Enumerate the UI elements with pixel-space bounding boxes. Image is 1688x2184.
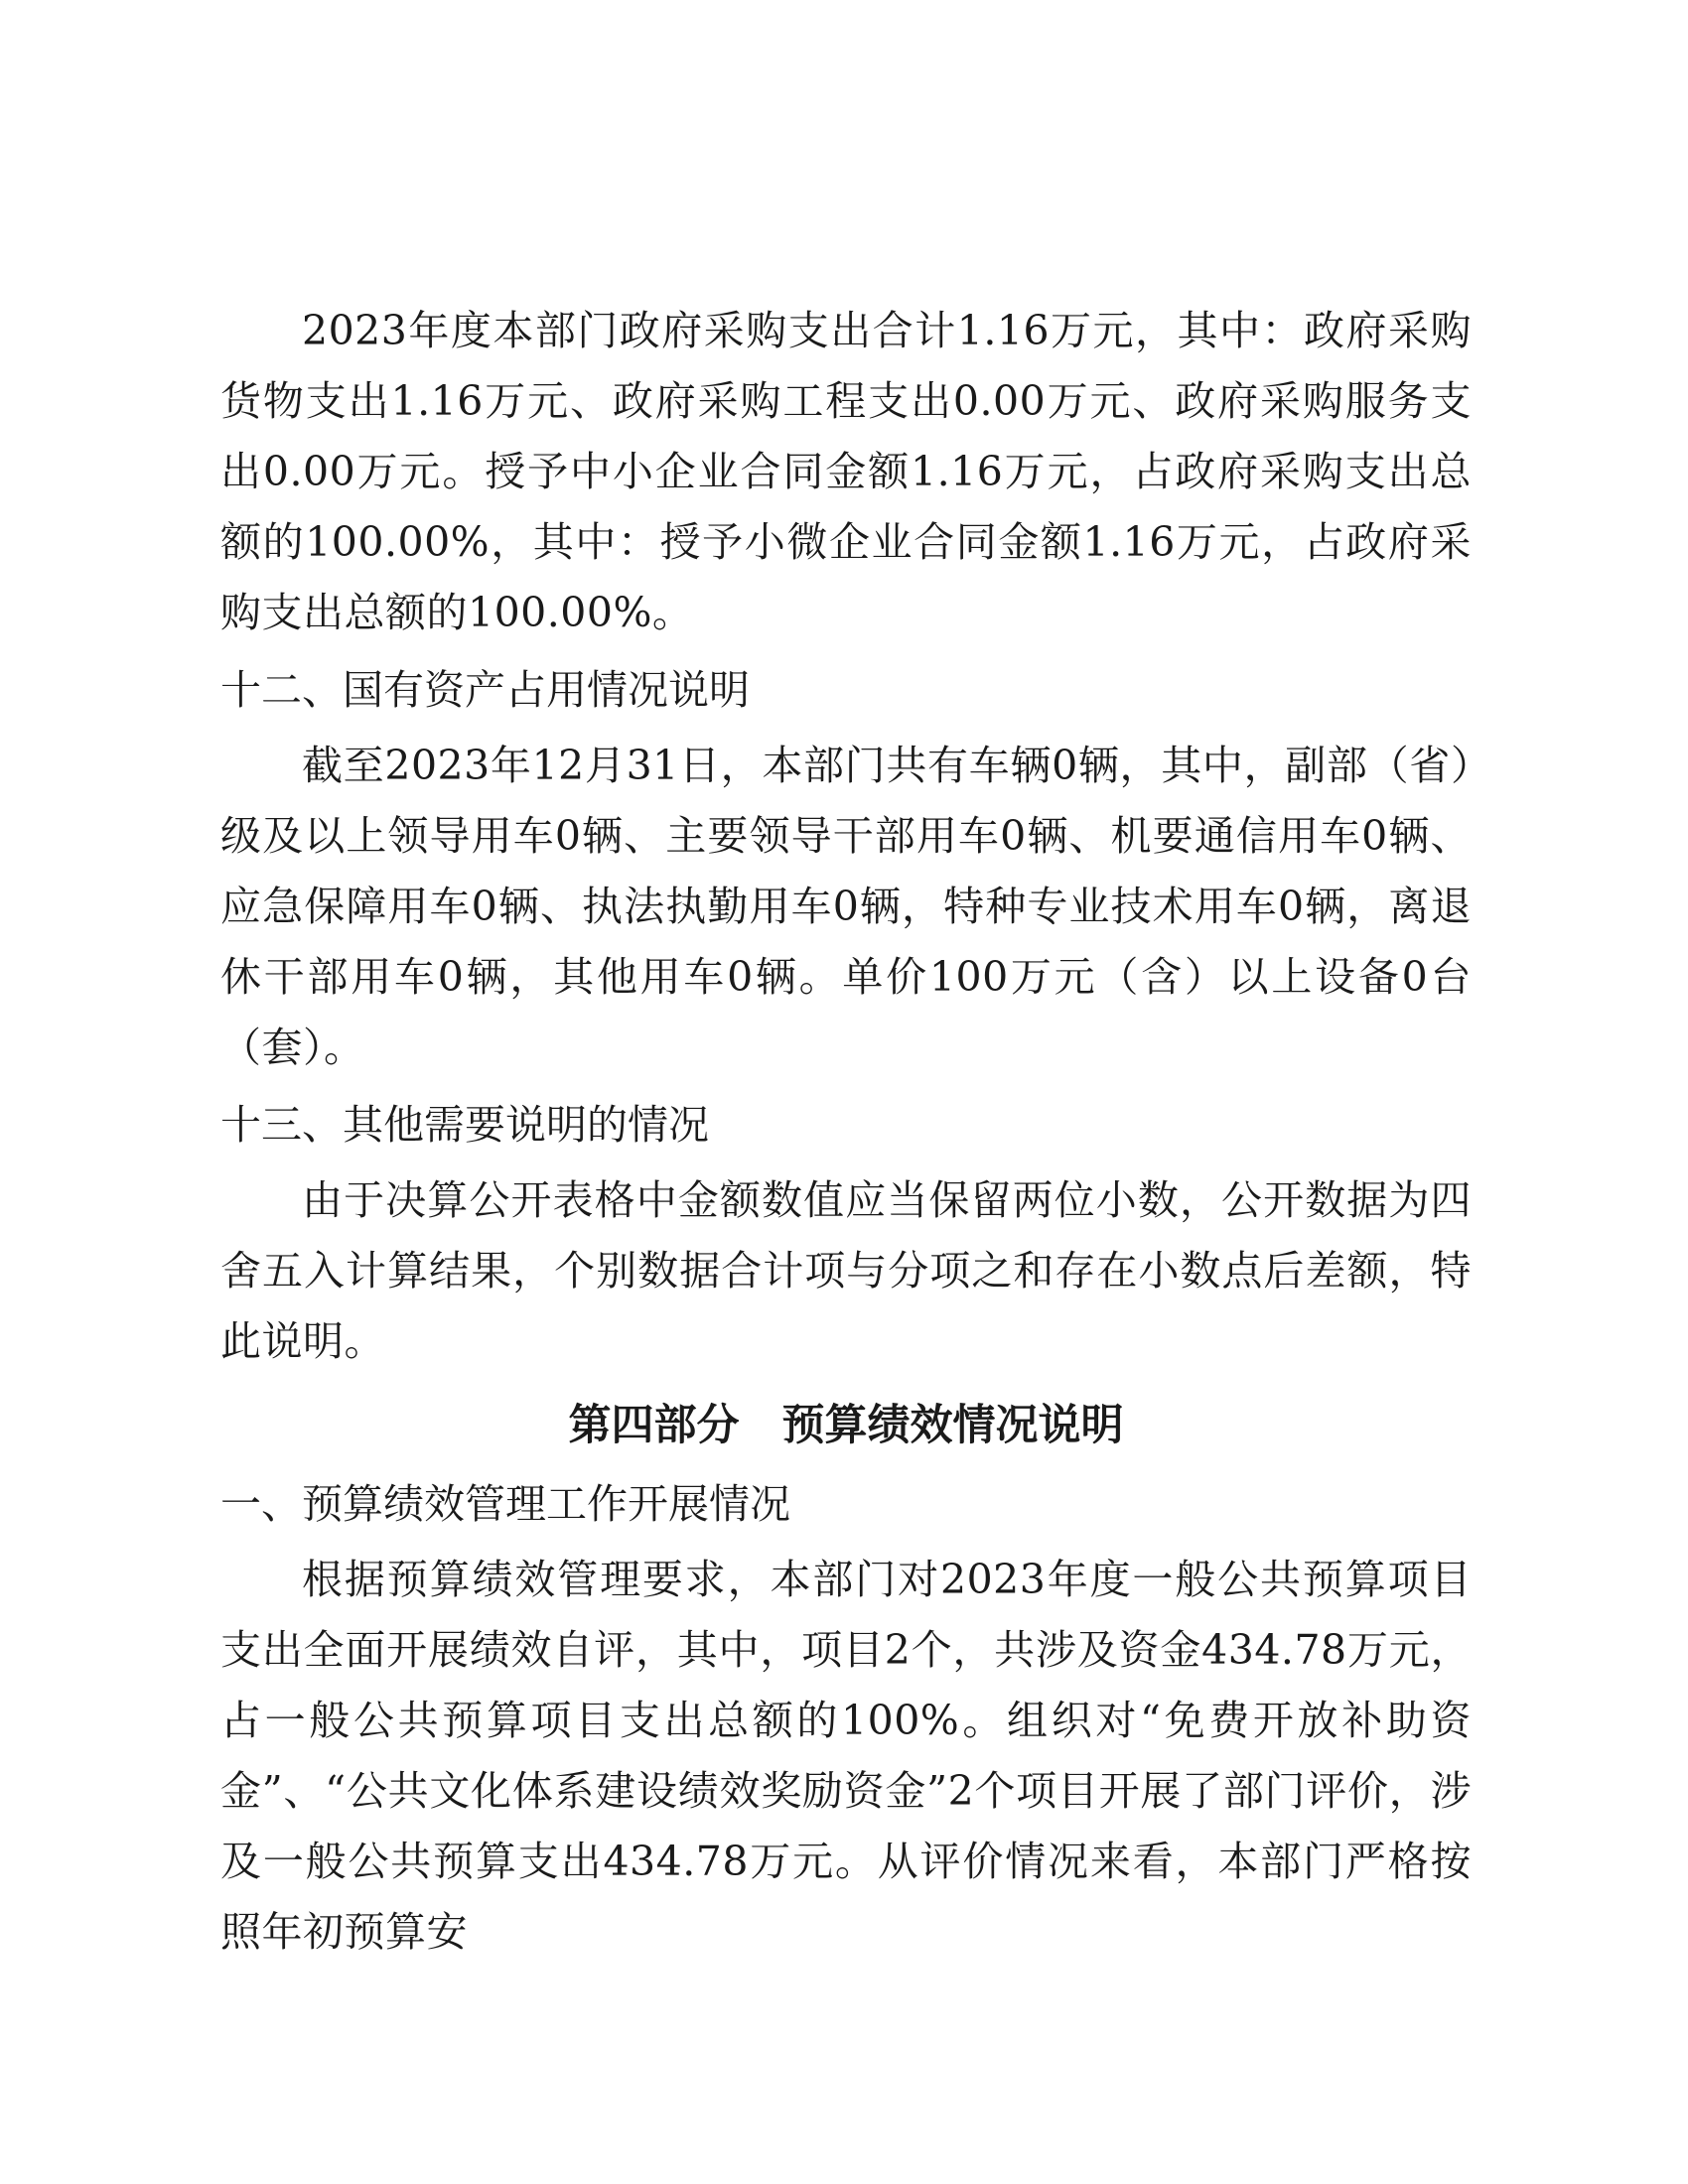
other-notes-paragraph: 由于决算公开表格中金额数值应当保留两位小数，公开数据为四舍五入计算结果，个别数据合计项与分项之和存在小数点后差额，特此说明。 (220, 1176, 1472, 1365)
performance-section-heading: 一、预算绩效管理工作开展情况 (220, 1480, 790, 1528)
performance-paragraph: 根据预算绩效管理要求，本部门对2023年度一般公共预算项目支出全面开展绩效自评，其中，项目2个，共涉及资金434.78万元，占一般公共预算项目支出总额的100%。组织对“免费开放补助资金”、“公共文化体系建设绩效奖励资金”2个项目开展了部门评价，涉及一般公共预算支出434.78万元。从评价情况来看，本部门严格按照年初预算安 (220, 1556, 1472, 1956)
section-12-heading: 十二、国有资产占用情况说明 (220, 666, 750, 714)
part-4-title: 第四部分 预算绩效情况说明 (568, 1401, 1124, 1450)
section-13-heading: 十三、其他需要说明的情况 (220, 1101, 709, 1149)
assets-paragraph: 截至2023年12月31日，本部门共有车辆0辆，其中，副部（省）级及以上领导用车0辆、主要领导干部用车0辆、机要通信用车0辆、应急保障用车0辆、执法执勤用车0辆，特种专业技术用车0辆，离退休干部用车0辆，其他用车0辆。单价100万元（含）以上设备0台（套）。 (220, 742, 1472, 1071)
document-page (220, 296, 1472, 1968)
procurement-paragraph: 2023年度本部门政府采购支出合计1.16万元，其中：政府采购货物支出1.16万元、政府采购工程支出0.00万元、政府采购服务支出0.00万元。授予中小企业合同金额1.16万元，占政府采购支出总额的100.00%，其中：授予小微企业合同金额1.16万元，占政府采购支出总额的100.00%。 (220, 307, 1472, 636)
